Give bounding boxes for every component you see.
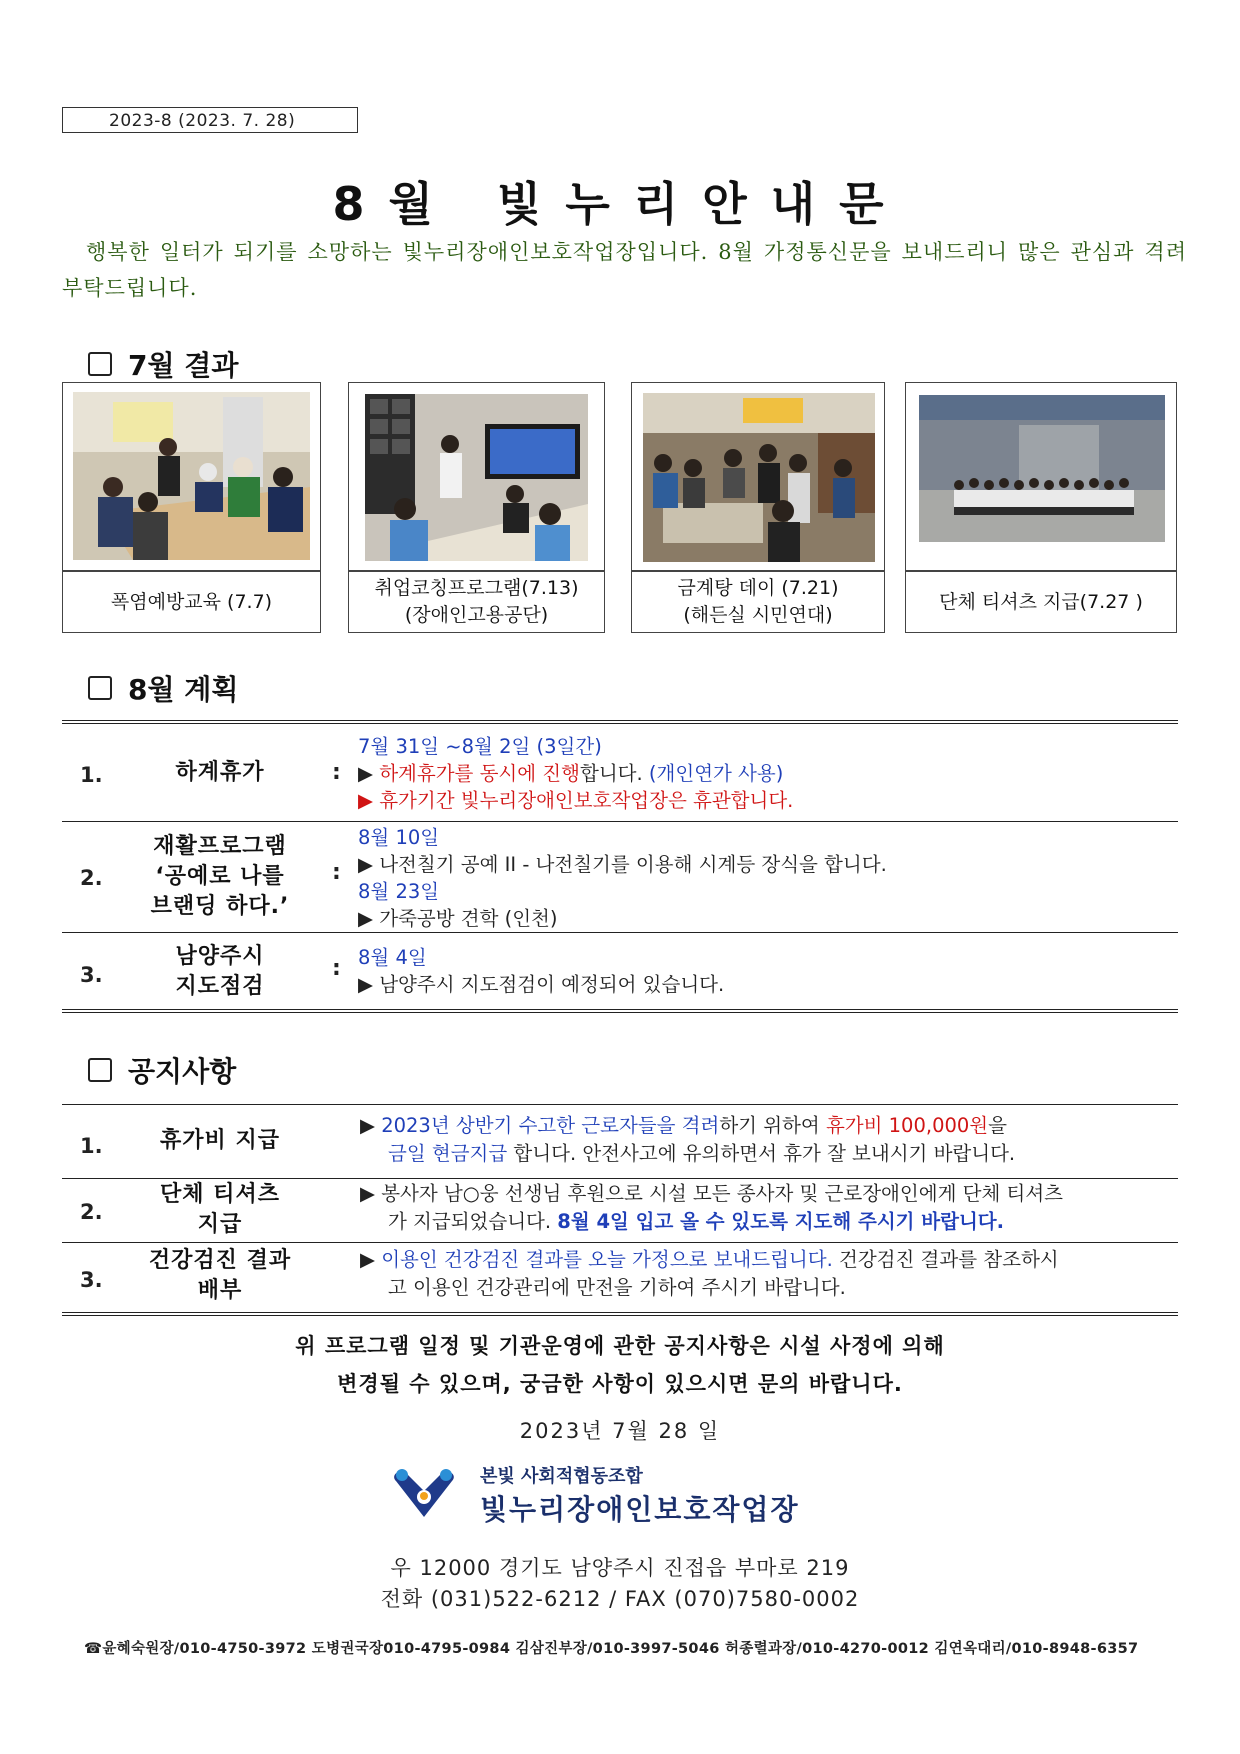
footer-note-2: 변경될 수 있으며, 궁금한 사항이 있으시면 문의 바랍니다.: [337, 1372, 903, 1396]
address: 우 12000 경기도 남양주시 진접읍 부마로 219: [390, 1556, 850, 1580]
plan-3-colon: :: [332, 956, 341, 981]
notice-3-text-b: 건강검진 결과를 참조하시: [832, 1248, 1059, 1271]
organization-logo: [388, 1462, 800, 1528]
plan-2-number: 2.: [80, 866, 103, 890]
notice-2-highlight-c: 8월 4일 입고 올 수 있도록 지도해 주시기 바랍니다.: [557, 1210, 1005, 1233]
footer-note-1: 위 프로그램 일정 및 기관운영에 관한 공지사항은 시설 사정에 의해: [295, 1334, 945, 1358]
notice-1-highlight-e: 금일 현금지급: [388, 1142, 508, 1165]
phone-fax: 전화 (031)522-6212 / FAX (070)7580-0002: [380, 1587, 860, 1611]
lunch-event-photo: [643, 393, 875, 562]
notice-1-text: [360, 1112, 1180, 1168]
checkbox-square-icon: [88, 352, 112, 376]
plan-1-line-2: ▶ 휴가기간 빛누리장애인보호작업장은 휴관합니다.: [358, 789, 794, 812]
issue-number: 2023-8 (2023. 7. 28): [62, 107, 358, 133]
plan-bottom-divider: [62, 1009, 1178, 1013]
bullet-arrow: ▶: [358, 762, 380, 785]
notice-3-name: 건강검진 결과 배부: [148, 1248, 292, 1303]
organization-sub-name: 본빛 사회적협동조합: [480, 1466, 643, 1487]
heart-people-logo-icon: [388, 1467, 460, 1523]
plan-top-divider: [62, 720, 1178, 724]
notice-2-name: 단체 티셔츠 지급: [160, 1182, 280, 1237]
notice-top-divider: [62, 1104, 1178, 1105]
intro-body: 행복한 일터가 되기를 소망하는 빛누리장애인보호작업장입니다. 8월 가정통신문을 보내드리니 많은 관심과 격려 부탁드립니다.: [62, 240, 1187, 300]
august-heading: [88, 668, 238, 708]
plan-1-text: 합니다.: [579, 762, 649, 785]
bullet-arrow: ▶: [360, 1114, 382, 1137]
plan-2-details: [358, 824, 887, 932]
plan-2-colon: :: [332, 860, 341, 885]
plan-1-details: [358, 733, 793, 814]
plan-3-date: 8월 4일: [358, 946, 427, 969]
issue-date: 2023년 7월 28 일: [519, 1419, 721, 1443]
notice-2-line-1: [360, 1180, 1180, 1208]
caption-3: 금계탕 데이 (7.21) (해든실 시민연대): [631, 571, 885, 633]
notice-1-amount: 휴가비 100,000원: [825, 1114, 989, 1137]
intro-text: [62, 234, 1187, 306]
photo-card-1: [62, 382, 321, 571]
caption-4: 단체 티셔츠 지급(7.27 ): [905, 571, 1177, 633]
checkbox-square-icon: [88, 676, 112, 700]
photo-card-2: [348, 382, 605, 571]
notice-divider-1: [62, 1178, 1178, 1179]
plan-3-number: 3.: [80, 963, 103, 987]
plan-divider-2: [62, 932, 1178, 933]
notice-2-text-b: 가 지급되었습니다.: [388, 1210, 558, 1233]
notice-1-number: 1.: [80, 1134, 103, 1158]
notices-heading-label: 공지사항: [128, 1055, 237, 1088]
organization-name: 빛누리장애인보호작업장: [480, 1493, 800, 1526]
contact-list: ☎윤혜숙원장/010-4750-3972 도병권국장010-4795-0984 김삼진부장/010-3997-5046 허종렬과장/010-4270-0012 김연옥대리/010-8948-6357: [84, 1641, 1139, 1657]
plan-2-line-1: ▶ 나전칠기 공예 II - 나전칠기를 이용해 시계등 장식을 합니다.: [358, 853, 887, 876]
staff-education-photo: [73, 392, 310, 560]
notice-2-text-a: 봉사자 남○웅 선생님 후원으로 시설 모든 종사자 및 근로장애인에게 단체 티셔츠: [381, 1182, 1063, 1205]
notice-1-text-b: 하기 위하여: [719, 1114, 826, 1137]
bullet-arrow: ▶: [360, 1248, 382, 1271]
notice-1-name: 휴가비 지급: [160, 1128, 280, 1153]
caption-1: 폭염예방교육 (7.7): [62, 571, 321, 633]
photo-card-3: [631, 382, 885, 571]
notice-1-text-f: 합니다. 안전사고에 유의하면서 휴가 잘 보내시기 바랍니다.: [507, 1142, 1016, 1165]
caption-2: 취업코칭프로그램(7.13) (장애인고용공단): [348, 571, 605, 633]
plan-2-date-2: 8월 23일: [358, 880, 440, 903]
group-tshirt-photo: [919, 395, 1165, 542]
plan-1-colon: :: [332, 760, 341, 785]
plan-divider-1: [62, 821, 1178, 822]
notice-2-line-2: [360, 1208, 1180, 1236]
notice-2-number: 2.: [80, 1200, 103, 1224]
plan-2-date-1: 8월 10일: [358, 826, 440, 849]
plan-1-highlight: 하계휴가를 동시에 진행: [379, 762, 580, 785]
august-heading-label: 8월 계획: [128, 673, 239, 706]
notice-3-line-2: 고 이용인 건강관리에 만전을 기하여 주시기 바랍니다.: [388, 1276, 846, 1299]
notice-1-highlight-a: 2023년 상반기 수고한 근로자들을 격려: [381, 1114, 720, 1137]
plan-2-line-2: ▶ 가죽공방 견학 (인천): [358, 907, 558, 930]
notice-3-number: 3.: [80, 1268, 103, 1292]
plan-3-line-1: ▶ 남양주시 지도점검이 예정되어 있습니다.: [358, 973, 725, 996]
plan-3-name: 남양주시 지도점검: [175, 944, 265, 999]
plan-1-date: 7월 31일 ~8월 2일 (3일간): [358, 735, 602, 758]
plan-1-line-1: [358, 760, 793, 787]
plan-3-details: [358, 944, 724, 998]
notice-3-text: [360, 1246, 1180, 1302]
notice-divider-2: [62, 1242, 1178, 1243]
plan-2-name: 재활프로그램 ‘공예로 나를 브랜딩 하다.’: [150, 834, 290, 919]
plan-1-name: 하계휴가: [175, 760, 265, 785]
notice-3-highlight-a: 이용인 건강검진 결과를 오늘 가정으로 보내드립니다.: [381, 1248, 833, 1271]
notice-bottom-divider: [62, 1312, 1178, 1316]
notice-3-line-1: [360, 1246, 1180, 1274]
page-title: 8월 빛누리안내문: [332, 177, 908, 231]
notice-1-line-1: [360, 1112, 1180, 1140]
notice-1-line-2: [360, 1140, 1180, 1168]
bullet-arrow: ▶: [360, 1182, 382, 1205]
july-heading-label: 7월 결과: [128, 349, 239, 382]
notices-heading: [88, 1050, 236, 1090]
notice-1-text-d: 을: [988, 1114, 1007, 1137]
july-heading: [88, 344, 238, 384]
notice-2-text: [360, 1180, 1180, 1236]
plan-1-number: 1.: [80, 763, 103, 787]
photo-card-4: [905, 382, 1177, 571]
checkbox-square-icon: [88, 1058, 112, 1082]
job-coaching-photo: [365, 394, 588, 561]
plan-1-note: (개인연가 사용): [648, 762, 784, 785]
